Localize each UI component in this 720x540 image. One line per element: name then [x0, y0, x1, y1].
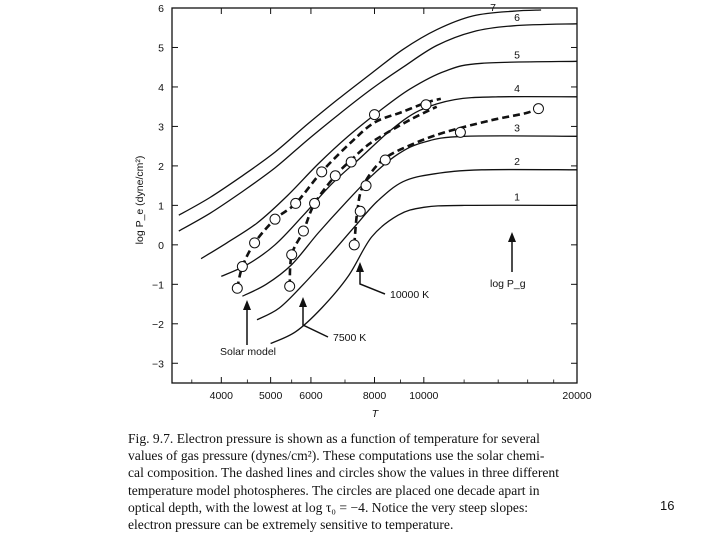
data-circle — [237, 262, 247, 272]
y-tick-label: 1 — [158, 200, 164, 213]
y-tick-label: 0 — [158, 239, 164, 252]
series-line-7 — [179, 10, 541, 215]
arrowhead-solar-model — [243, 300, 251, 310]
y-tick-label: −3 — [152, 358, 164, 371]
data-circle — [232, 283, 242, 293]
label-10000k: 10000 K — [390, 289, 430, 301]
data-circle — [349, 240, 359, 250]
y-tick-label: 6 — [158, 3, 164, 15]
data-circle — [317, 167, 327, 177]
figure-caption — [128, 430, 598, 533]
series-label-2: 2 — [514, 155, 520, 168]
series-label-7: 7 — [490, 1, 497, 14]
data-circle — [298, 226, 308, 236]
x-tick-label: 6000 — [299, 390, 323, 402]
data-circle — [285, 281, 295, 291]
model-line-0 — [237, 99, 440, 288]
y-tick-label: −2 — [152, 318, 164, 331]
data-circle — [291, 198, 301, 208]
page-number: 16 — [660, 498, 675, 513]
label-7500k: 7500 K — [333, 332, 367, 344]
x-tick-label: 8000 — [362, 390, 387, 402]
data-circle — [330, 171, 340, 181]
caption-line: electron pressure can be extremely sensitive to temperature. — [128, 517, 454, 533]
data-circle — [250, 238, 260, 248]
annotation-log-pg — [490, 232, 526, 290]
label-log-pg: log P_g — [490, 278, 526, 290]
data-circle — [287, 250, 297, 260]
x-tick-label: 4000 — [209, 390, 233, 402]
x-tick-label: 20000 — [562, 390, 592, 402]
data-circle — [370, 110, 380, 120]
model-lines — [237, 99, 538, 288]
caption-line: cal composition. The dashed lines and circles show the values in three different — [128, 465, 559, 481]
data-circle — [361, 181, 371, 191]
model-line-2 — [354, 107, 538, 245]
y-tick-label: 3 — [158, 121, 164, 134]
series-line-3 — [242, 136, 577, 296]
arrowhead-7500k — [299, 297, 307, 307]
y-axis-label: log P_e (dyne/cm²) — [134, 155, 146, 245]
arrowhead-10000k — [356, 262, 364, 272]
label-solar-model: Solar model — [219, 346, 277, 358]
data-circles — [232, 100, 543, 294]
caption-line: values of gas pressure (dynes/cm²). These computations use the solar chemi- — [128, 448, 545, 464]
caption-line: temperature model photospheres. The circles are placed one decade apart in — [128, 482, 540, 498]
data-circle — [455, 127, 465, 137]
data-circle — [421, 100, 431, 110]
data-circle — [346, 157, 356, 167]
series-label-4: 4 — [514, 82, 520, 95]
y-tick-label: 2 — [158, 160, 164, 173]
caption-line: optical depth, with the lowest at log τ₀ = −4. Notice the very steep slopes: — [128, 499, 529, 515]
data-circle — [533, 104, 543, 114]
x-tick-label: 5000 — [258, 390, 283, 402]
data-circle — [310, 198, 320, 208]
y-tick-label: −1 — [152, 279, 164, 292]
arrow-10000k — [360, 270, 385, 294]
y-tick-label: 4 — [158, 81, 164, 94]
axis-ticks — [152, 3, 592, 402]
data-circle — [355, 206, 365, 216]
arrowhead-log-pg — [508, 232, 516, 242]
model-line-1 — [290, 107, 437, 287]
x-axis-label: T — [371, 408, 379, 420]
data-circle — [380, 155, 390, 165]
series-labels — [490, 2, 520, 203]
annotation-solar-model — [220, 300, 276, 358]
series-label-3: 3 — [514, 122, 520, 135]
series-line-1 — [271, 205, 577, 343]
x-tick-label: 10000 — [409, 390, 439, 402]
series-label-5: 5 — [514, 49, 520, 62]
arrow-7500k — [303, 305, 328, 337]
series-label-1: 1 — [514, 191, 520, 204]
series-label-6: 6 — [514, 11, 520, 24]
y-tick-label: 5 — [158, 42, 164, 55]
caption-line: Fig. 9.7. Electron pressure is shown as a function of temperature for several — [128, 431, 540, 446]
data-circle — [270, 214, 280, 224]
annotation-10000k — [356, 262, 429, 301]
series-line-4 — [221, 97, 577, 277]
